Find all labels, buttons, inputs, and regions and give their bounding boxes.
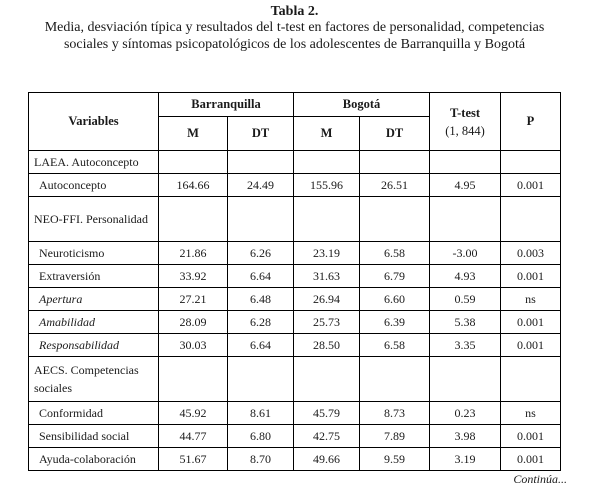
header-bogota-dt: DT: [360, 117, 430, 151]
header-ttest-df: (1, 844): [445, 123, 485, 138]
cell-bogota-m: 23.19: [294, 242, 360, 265]
data-table: [28, 92, 561, 471]
continues-note: Continúa...: [513, 472, 567, 486]
table-row: [29, 425, 561, 448]
table-row: [29, 448, 561, 471]
empty-cell: [228, 151, 294, 174]
empty-cell: [430, 197, 501, 242]
empty-cell: [501, 197, 561, 242]
cell-barranquilla-m: 30.03: [159, 334, 228, 357]
table-row: [29, 265, 561, 288]
cell-ttest: 5.38: [430, 311, 501, 334]
cell-bogota-dt: 8.73: [360, 402, 430, 425]
cell-bogota-dt: 6.58: [360, 242, 430, 265]
table-row: [29, 288, 561, 311]
variable-name: Conformidad: [29, 402, 159, 425]
cell-barranquilla-dt: 6.64: [228, 265, 294, 288]
variable-name: Neuroticismo: [29, 242, 159, 265]
cell-barranquilla-m: 33.92: [159, 265, 228, 288]
empty-cell: [228, 357, 294, 402]
cell-barranquilla-dt: 8.61: [228, 402, 294, 425]
table-row: [29, 402, 561, 425]
table-body: [29, 151, 561, 471]
header-barranquilla-dt: DT: [228, 117, 294, 151]
cell-barranquilla-m: 21.86: [159, 242, 228, 265]
empty-cell: [294, 197, 360, 242]
cell-bogota-m: 42.75: [294, 425, 360, 448]
header-variables: Variables: [29, 93, 159, 151]
table-row: [29, 242, 561, 265]
cell-bogota-dt: 6.79: [360, 265, 430, 288]
cell-barranquilla-m: 44.77: [159, 425, 228, 448]
cell-p: 0.001: [501, 174, 561, 197]
table-title: Tabla 2.: [270, 4, 319, 19]
cell-barranquilla-dt: 6.48: [228, 288, 294, 311]
cell-bogota-dt: 26.51: [360, 174, 430, 197]
cell-barranquilla-m: 51.67: [159, 448, 228, 471]
variable-name: Ayuda-colaboración: [29, 448, 159, 471]
header-barranquilla: Barranquilla: [159, 93, 294, 117]
empty-cell: [360, 197, 430, 242]
empty-cell: [159, 197, 228, 242]
cell-p: 0.001: [501, 334, 561, 357]
table-row: [29, 174, 561, 197]
variable-name: Sensibilidad social: [29, 425, 159, 448]
cell-ttest: 0.59: [430, 288, 501, 311]
variable-name: Amabilidad: [29, 311, 159, 334]
section-label: LAEA. Autoconcepto: [29, 151, 159, 174]
cell-p: 0.003: [501, 242, 561, 265]
header-ttest: [430, 93, 501, 151]
empty-cell: [501, 151, 561, 174]
empty-cell: [228, 197, 294, 242]
cell-p: 0.001: [501, 425, 561, 448]
cell-ttest: 3.35: [430, 334, 501, 357]
cell-p: ns: [501, 288, 561, 311]
empty-cell: [430, 151, 501, 174]
empty-cell: [430, 357, 501, 402]
cell-bogota-dt: 6.58: [360, 334, 430, 357]
cell-barranquilla-m: 28.09: [159, 311, 228, 334]
cell-ttest: 4.95: [430, 174, 501, 197]
table-caption: Media, desviación típica y resultados del t-test en factores de personalidad, competencias sociales y síntomas psicopatológicos de los adolescentes de Barranquilla y Bogotá: [44, 20, 545, 52]
table-row: [29, 334, 561, 357]
cell-ttest: -3.00: [430, 242, 501, 265]
section-header-row: [29, 357, 561, 402]
cell-bogota-m: 155.96: [294, 174, 360, 197]
empty-cell: [294, 151, 360, 174]
cell-barranquilla-dt: 24.49: [228, 174, 294, 197]
cell-ttest: 3.98: [430, 425, 501, 448]
empty-cell: [501, 357, 561, 402]
cell-bogota-m: 49.66: [294, 448, 360, 471]
variable-name: Apertura: [29, 288, 159, 311]
cell-barranquilla-dt: 8.70: [228, 448, 294, 471]
cell-ttest: 0.23: [430, 402, 501, 425]
cell-bogota-dt: 9.59: [360, 448, 430, 471]
cell-bogota-m: 28.50: [294, 334, 360, 357]
cell-bogota-dt: 7.89: [360, 425, 430, 448]
cell-bogota-dt: 6.39: [360, 311, 430, 334]
cell-barranquilla-m: 164.66: [159, 174, 228, 197]
header-bogota-m: M: [294, 117, 360, 151]
section-header-row: [29, 197, 561, 242]
header-p: P: [501, 93, 561, 151]
table-row: [29, 311, 561, 334]
cell-p: ns: [501, 402, 561, 425]
cell-barranquilla-dt: 6.26: [228, 242, 294, 265]
section-label: AECS. Competencias sociales: [29, 357, 159, 402]
cell-bogota-dt: 6.60: [360, 288, 430, 311]
header-ttest-label: T-test: [449, 105, 481, 120]
header-barranquilla-m: M: [159, 117, 228, 151]
cell-ttest: 4.93: [430, 265, 501, 288]
empty-cell: [159, 151, 228, 174]
variable-name: Autoconcepto: [29, 174, 159, 197]
variable-name: Responsabilidad: [29, 334, 159, 357]
cell-ttest: 3.19: [430, 448, 501, 471]
variable-name: Extraversión: [29, 265, 159, 288]
empty-cell: [360, 357, 430, 402]
cell-bogota-m: 26.94: [294, 288, 360, 311]
empty-cell: [360, 151, 430, 174]
cell-barranquilla-dt: 6.28: [228, 311, 294, 334]
section-label: NEO-FFI. Personalidad: [29, 197, 159, 242]
cell-barranquilla-m: 45.92: [159, 402, 228, 425]
section-header-row: [29, 151, 561, 174]
cell-p: 0.001: [501, 311, 561, 334]
cell-bogota-m: 25.73: [294, 311, 360, 334]
cell-barranquilla-dt: 6.64: [228, 334, 294, 357]
cell-p: 0.001: [501, 265, 561, 288]
cell-bogota-m: 31.63: [294, 265, 360, 288]
cell-barranquilla-dt: 6.80: [228, 425, 294, 448]
empty-cell: [294, 357, 360, 402]
cell-barranquilla-m: 27.21: [159, 288, 228, 311]
cell-bogota-m: 45.79: [294, 402, 360, 425]
cell-p: 0.001: [501, 448, 561, 471]
empty-cell: [159, 357, 228, 402]
header-bogota: Bogotá: [294, 93, 430, 117]
